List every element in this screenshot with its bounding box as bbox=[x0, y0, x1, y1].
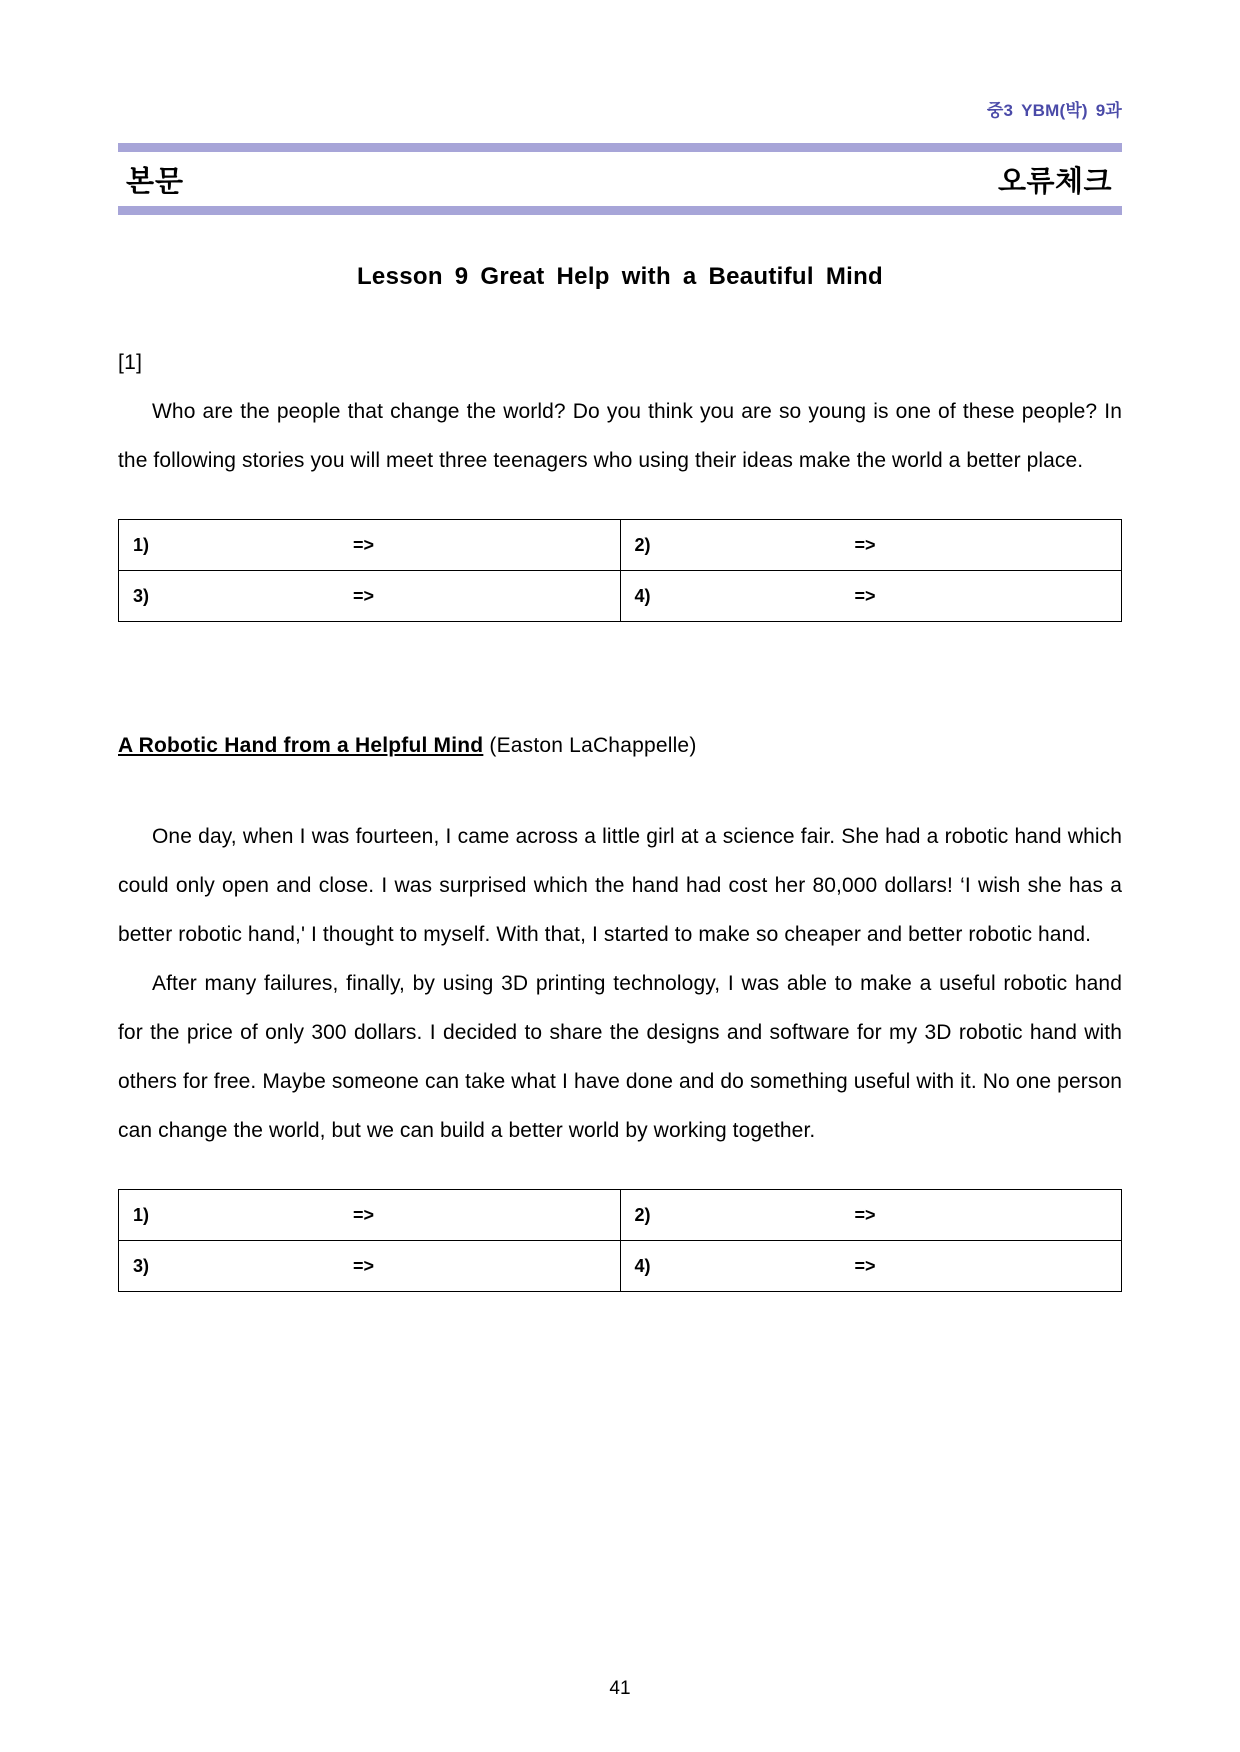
answer-table-2 bbox=[118, 1189, 1122, 1292]
answer-number: 2) bbox=[634, 534, 651, 555]
answer-number: 1) bbox=[133, 534, 150, 555]
paragraph-marker-1: [1] bbox=[118, 351, 143, 374]
section-label: 본문 bbox=[126, 165, 185, 198]
answer-number: 4) bbox=[634, 1255, 651, 1276]
answer-arrow: => bbox=[854, 585, 876, 606]
section2-paragraph-2: After many failures, finally, by using 3D printing technology, I was able to make a useful robotic hand for the price of only 300 dollars. I decided to share the designs and software for my 3D robotic hand with others for free. Maybe someone can take what I have done and do something useful with it. No one person can change the world, but we can build a better world by working together. bbox=[118, 972, 1122, 1142]
answer-arrow: => bbox=[854, 1204, 876, 1225]
answer-arrow: => bbox=[353, 534, 375, 555]
answer-number: 4) bbox=[634, 585, 651, 606]
heading-spacer bbox=[118, 758, 1122, 812]
table-row bbox=[119, 571, 1122, 622]
section2-heading bbox=[118, 734, 1122, 758]
answer-cell[interactable] bbox=[620, 571, 1122, 622]
table-row bbox=[119, 1241, 1122, 1292]
answer-arrow: => bbox=[854, 534, 876, 555]
answer-cell[interactable] bbox=[620, 1190, 1122, 1241]
answer-cell[interactable] bbox=[119, 1241, 621, 1292]
answer-number: 1) bbox=[133, 1204, 150, 1225]
answer-number: 3) bbox=[133, 585, 150, 606]
page-number: 41 bbox=[609, 1678, 631, 1699]
section1-paragraph: Who are the people that change the world? Do you think you are so young is one of these people? In the following stories you will meet three teenagers who using their ideas make the world a better place. bbox=[118, 400, 1122, 472]
band-rule-top bbox=[118, 143, 1122, 152]
answer-cell[interactable] bbox=[119, 520, 621, 571]
answer-arrow: => bbox=[854, 1255, 876, 1276]
answer-table-1 bbox=[118, 519, 1122, 622]
answer-arrow: => bbox=[353, 585, 375, 606]
answer-number: 3) bbox=[133, 1255, 150, 1276]
band-rule-bottom bbox=[118, 206, 1122, 215]
section2-paragraph-1: One day, when I was fourteen, I came across a little girl at a science fair. She had a robotic hand which could only open and close. I was surprised which the hand had cost her 80,000 dollars! ‘I wish she has a better robotic hand,' I thought to myself. With that, I started to make so cheaper and better robotic hand. bbox=[118, 825, 1122, 946]
answer-number: 2) bbox=[634, 1204, 651, 1225]
answer-cell[interactable] bbox=[119, 571, 621, 622]
answer-cell[interactable] bbox=[620, 520, 1122, 571]
table-row bbox=[119, 520, 1122, 571]
title-band bbox=[118, 143, 1122, 215]
error-check-label: 오류체크 bbox=[997, 165, 1112, 198]
section2-heading-title: A Robotic Hand from a Helpful Mind bbox=[118, 734, 484, 757]
answer-arrow: => bbox=[353, 1204, 375, 1225]
section2-heading-author: (Easton LaChappelle) bbox=[483, 734, 697, 757]
table-row bbox=[119, 1190, 1122, 1241]
title-band-content bbox=[118, 152, 1122, 206]
answer-cell[interactable] bbox=[620, 1241, 1122, 1292]
answer-cell[interactable] bbox=[119, 1190, 621, 1241]
running-header: 중3 YBM(박) 9과 bbox=[986, 101, 1122, 120]
lesson-title: Lesson 9 Great Help with a Beautiful Mind bbox=[356, 263, 884, 290]
section-spacer bbox=[118, 622, 1122, 734]
answer-arrow: => bbox=[353, 1255, 375, 1276]
